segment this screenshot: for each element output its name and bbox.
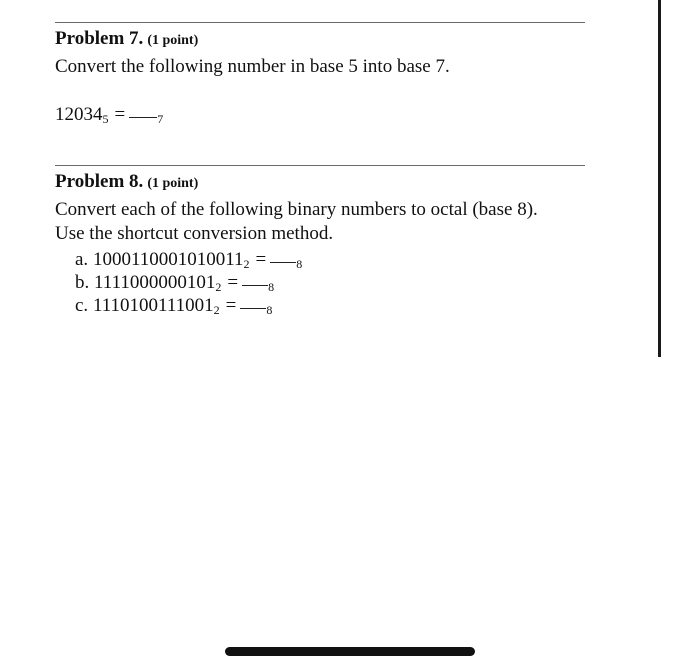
item-c-label: c.: [75, 295, 89, 316]
item-b-label: b.: [75, 272, 90, 293]
item-a-base: 2: [243, 257, 250, 271]
item-b-base: 2: [215, 280, 222, 294]
page-edge-line: [658, 0, 661, 357]
problem-8-heading: [55, 171, 198, 193]
problem-8-item-c: [75, 295, 272, 318]
problem-8-item-a: [75, 249, 302, 272]
item-b-number: 1111000000101: [94, 272, 216, 293]
problem-7-equation: [55, 104, 163, 127]
home-indicator-bar[interactable]: [225, 647, 475, 656]
item-c-number: 1110100111001: [92, 295, 214, 316]
item-a-target-base: 8: [296, 257, 303, 271]
top-divider: [55, 22, 585, 23]
item-c-answer-blank[interactable]: [240, 307, 266, 309]
item-b-equals: =: [227, 272, 239, 293]
problem-7-points: (1 point): [147, 33, 199, 48]
problem-7-from-base: 5: [102, 112, 109, 126]
problem-8-points: (1 point): [147, 176, 199, 191]
problem-7-prompt: Convert the following number in base 5 into base 7.: [55, 56, 450, 77]
middle-divider: [55, 165, 585, 166]
item-c-target-base: 8: [266, 303, 273, 317]
item-a-label: a.: [75, 249, 89, 270]
problem-7-number: 12034: [55, 104, 103, 125]
problem-7-equals: =: [114, 104, 126, 125]
problem-8-prompt-line-1: Convert each of the following binary numbers to octal (base 8).: [55, 199, 538, 220]
problem-7-title: Problem 7.: [55, 28, 144, 49]
item-b-answer-blank[interactable]: [242, 284, 268, 286]
item-c-equals: =: [225, 295, 237, 316]
item-b-target-base: 8: [268, 280, 275, 294]
item-a-equals: =: [255, 249, 267, 270]
item-c-base: 2: [213, 303, 220, 317]
problem-8-item-b: [75, 272, 274, 295]
problem-7-heading: [55, 28, 198, 50]
item-a-number: 1000110001010011: [92, 249, 244, 270]
item-a-answer-blank[interactable]: [270, 261, 296, 263]
problem-7-answer-blank[interactable]: [129, 116, 157, 118]
problem-8-prompt-line-2: Use the shortcut conversion method.: [55, 223, 334, 244]
problem-7-to-base: 7: [157, 112, 164, 126]
problem-8-title: Problem 8.: [55, 171, 144, 192]
